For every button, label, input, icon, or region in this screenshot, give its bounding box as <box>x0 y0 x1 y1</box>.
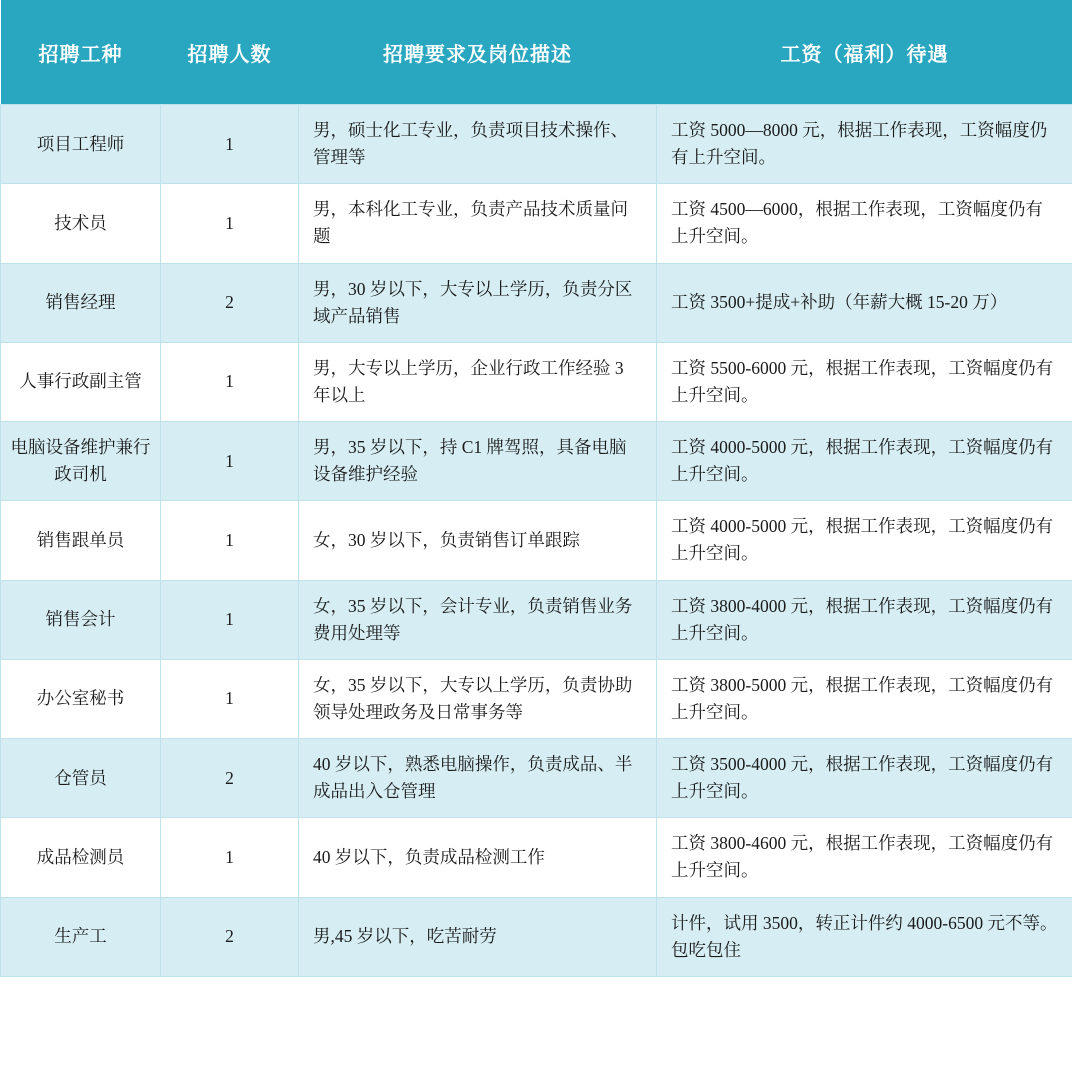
table-header-row <box>1 0 1072 105</box>
table-row <box>1 342 1072 421</box>
cell-description: 40 岁以下，熟悉电脑操作，负责成品、半成品出入仓管理 <box>299 739 657 818</box>
cell-job: 销售会计 <box>1 580 161 659</box>
cell-salary: 工资 3800-4600 元，根据工作表现，工资幅度仍有上升空间。 <box>657 818 1072 897</box>
cell-description: 男，30 岁以下，大专以上学历，负责分区域产品销售 <box>299 263 657 342</box>
cell-description: 女，30 岁以下，负责销售订单跟踪 <box>299 501 657 580</box>
cell-salary: 工资 5500-6000 元，根据工作表现，工资幅度仍有上升空间。 <box>657 342 1072 421</box>
table-body <box>1 105 1072 977</box>
table-row <box>1 501 1072 580</box>
column-header-job: 招聘工种 <box>1 0 161 105</box>
cell-job: 办公室秘书 <box>1 659 161 738</box>
table-row <box>1 739 1072 818</box>
cell-description: 女，35 岁以下，大专以上学历，负责协助领导处理政务及日常事务等 <box>299 659 657 738</box>
cell-salary: 工资 4500—6000，根据工作表现，工资幅度仍有上升空间。 <box>657 184 1072 263</box>
table-row <box>1 105 1072 184</box>
cell-count: 2 <box>161 263 299 342</box>
column-header-salary: 工资（福利）待遇 <box>657 0 1072 105</box>
cell-description: 男，35 岁以下，持 C1 牌驾照，具备电脑设备维护经验 <box>299 422 657 501</box>
cell-salary: 工资 3800-5000 元，根据工作表现，工资幅度仍有上升空间。 <box>657 659 1072 738</box>
cell-count: 1 <box>161 184 299 263</box>
cell-salary: 工资 4000-5000 元，根据工作表现，工资幅度仍有上升空间。 <box>657 422 1072 501</box>
cell-job: 电脑设备维护兼行政司机 <box>1 422 161 501</box>
cell-job: 生产工 <box>1 897 161 976</box>
cell-salary: 工资 3500+提成+补助（年薪大概 15-20 万） <box>657 263 1072 342</box>
cell-job: 项目工程师 <box>1 105 161 184</box>
cell-job: 技术员 <box>1 184 161 263</box>
cell-count: 1 <box>161 659 299 738</box>
cell-count: 2 <box>161 897 299 976</box>
cell-description: 男,45 岁以下，吃苦耐劳 <box>299 897 657 976</box>
cell-count: 1 <box>161 580 299 659</box>
cell-job: 人事行政副主管 <box>1 342 161 421</box>
cell-count: 1 <box>161 818 299 897</box>
cell-description: 40 岁以下，负责成品检测工作 <box>299 818 657 897</box>
table-row <box>1 897 1072 976</box>
table-row <box>1 818 1072 897</box>
cell-salary: 工资 3800-4000 元，根据工作表现，工资幅度仍有上升空间。 <box>657 580 1072 659</box>
table-row <box>1 659 1072 738</box>
cell-job: 销售跟单员 <box>1 501 161 580</box>
cell-description: 男，本科化工专业，负责产品技术质量问题 <box>299 184 657 263</box>
table-row <box>1 184 1072 263</box>
cell-salary: 工资 5000—8000 元，根据工作表现，工资幅度仍有上升空间。 <box>657 105 1072 184</box>
cell-salary: 工资 3500-4000 元，根据工作表现，工资幅度仍有上升空间。 <box>657 739 1072 818</box>
cell-description: 男，大专以上学历，企业行政工作经验 3 年以上 <box>299 342 657 421</box>
cell-job: 销售经理 <box>1 263 161 342</box>
column-header-count: 招聘人数 <box>161 0 299 105</box>
cell-salary: 工资 4000-5000 元，根据工作表现，工资幅度仍有上升空间。 <box>657 501 1072 580</box>
cell-description: 男，硕士化工专业，负责项目技术操作、管理等 <box>299 105 657 184</box>
cell-count: 1 <box>161 422 299 501</box>
cell-count: 1 <box>161 105 299 184</box>
table-row <box>1 580 1072 659</box>
cell-job: 成品检测员 <box>1 818 161 897</box>
cell-count: 1 <box>161 342 299 421</box>
cell-count: 2 <box>161 739 299 818</box>
table-row <box>1 422 1072 501</box>
table-header <box>1 0 1072 105</box>
column-header-description: 招聘要求及岗位描述 <box>299 0 657 105</box>
cell-description: 女，35 岁以下，会计专业，负责销售业务费用处理等 <box>299 580 657 659</box>
cell-salary: 计件，试用 3500，转正计件约 4000-6500 元不等。包吃包住 <box>657 897 1072 976</box>
cell-count: 1 <box>161 501 299 580</box>
cell-job: 仓管员 <box>1 739 161 818</box>
table-row <box>1 263 1072 342</box>
